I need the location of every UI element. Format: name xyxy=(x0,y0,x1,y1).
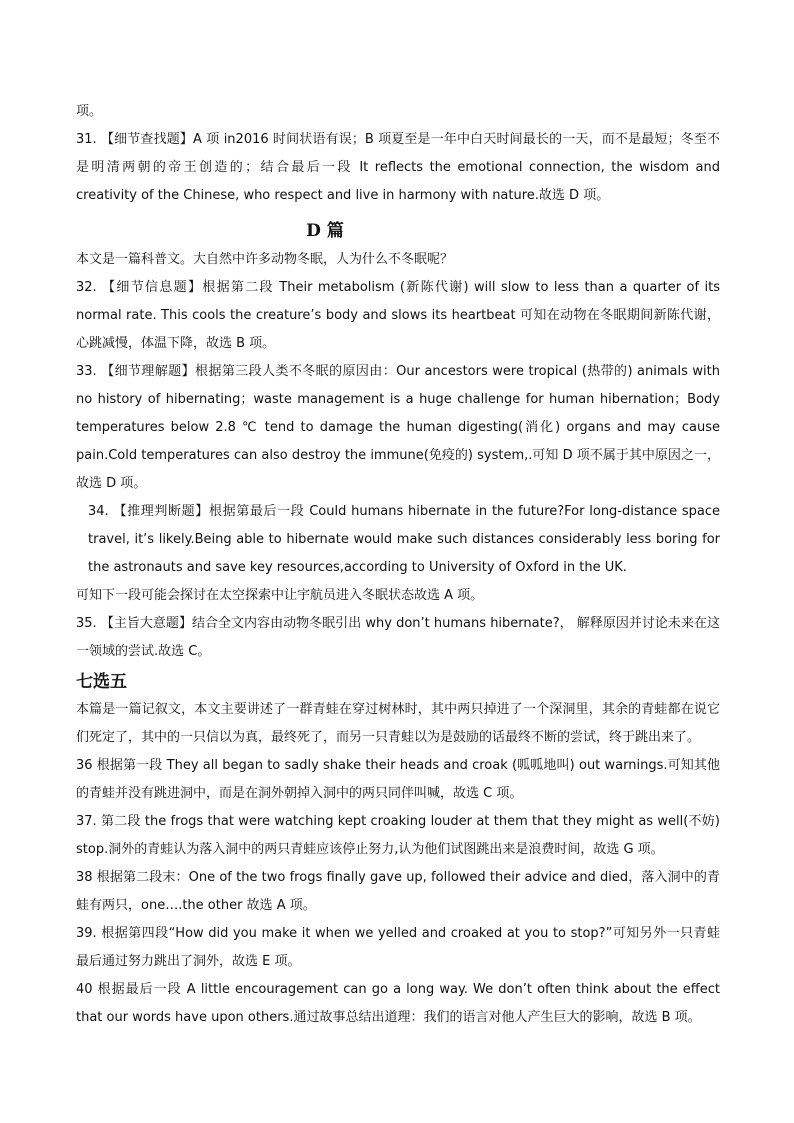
paragraph-continuation: 项。 xyxy=(76,104,103,119)
answer-36: 36 根据第一段 They all began to sadly shake their heads and croak (呱呱地叫) out warnings.可知其他的青蛙并没有跳进洞中，而是在洞外朝掉入洞中的两只同伴叫喊，故选 C 项。 xyxy=(76,758,720,801)
section-heading-d: D 篇 xyxy=(306,221,344,241)
answer-33: 33. 【细节理解题】根据第三段人类不冬眠的原因由：Our ancestors were tropical (热带的) animals with no history of hibernating；waste management is a huge challenge for human hibernation；Body temperatures below 2.8 ℃ tend to damage the human digesting(消化) organs and may cause pain.Cold temperatures can also destroy the immune(免疫的) system,.可知 D 项不属于其中原因之一，故选 D 项。 xyxy=(76,364,720,491)
answer-37: 37. 第二段 the frogs that were watching kept croaking louder at them that they might as well(不妨) stop.洞外的青蛙认为落入洞中的两只青蛙应该停止努力,认为他们试图跳出来是浪费时间，故选 G 项。 xyxy=(76,814,720,857)
answer-40: 40 根据最后一段 A little encouragement can go a long way. We don’t often think about the effect that our words have upon others.通过故事总结出道理：我们的语言对他人产生巨大的影响，故选 B 项。 xyxy=(76,982,720,1025)
answer-38: 38 根据第二段末：One of the two frogs finally gave up, followed their advice and died，落入洞中的青蛙有两只，one….the other 故选 A 项。 xyxy=(76,870,720,913)
answer-34: 34. 【推理判断题】根据第最后一段 Could humans hibernate in the future?For long-distance space travel, it’s likely.Being able to hibernate would make such distances considerably less boring for the astronauts and save key resources,according to University of Oxford in the UK. xyxy=(88,504,720,575)
answer-32: 32. 【细节信息题】根据第二段 Their metabolism (新陈代谢) will slow to less than a quarter of its normal rate. This cools the creature’s body and slows its heartbeat 可知在动物在冬眠期间新陈代谢，心跳减慢，体温下降，故选 B 项。 xyxy=(76,280,720,351)
answer-35: 35. 【主旨大意题】结合全文内容由动物冬眠引出 why don’t humans hibernate?， 解释原因并讨论未来在这一领域的尝试.故选 C。 xyxy=(76,616,720,659)
section-seven-intro: 本篇是一篇记叙文，本文主要讲述了一群青蛙在穿过树林时，其中两只掉进了一个深洞里，其余的青蛙都在说它们死定了，其中的一只信以为真，最终死了，而另一只青蛙以为是鼓励的话最终不断的尝试，终于跳出来了。 xyxy=(76,702,720,745)
section-d-intro: 本文是一篇科普文。大自然中许多动物冬眠，人为什么不冬眠呢？ xyxy=(76,252,454,267)
answer-34-conclusion: 可知下一段可能会探讨在太空探索中让宇航员进入冬眠状态故选 A 项。 xyxy=(76,588,484,603)
document-page xyxy=(76,98,720,1032)
answer-31: 31. 【细节查找题】A 项 in2016 时间状语有误；B 项夏至是一年中白天时间最长的一天，而不是最短；冬至不是明清两朝的帝王创造的；结合最后一段 It reflects the emotional connection, the wisdom and creativity of the Chinese, who respect and live in harmony with nature.故选 D 项。 xyxy=(76,132,720,203)
section-heading-seven-choose-five: 七选五 xyxy=(76,672,127,692)
answer-39: 39. 根据第四段“How did you make it when we yelled and croaked at you to stop?”可知另外一只青蛙最后通过努力跳出了洞外，故选 E 项。 xyxy=(76,926,720,969)
